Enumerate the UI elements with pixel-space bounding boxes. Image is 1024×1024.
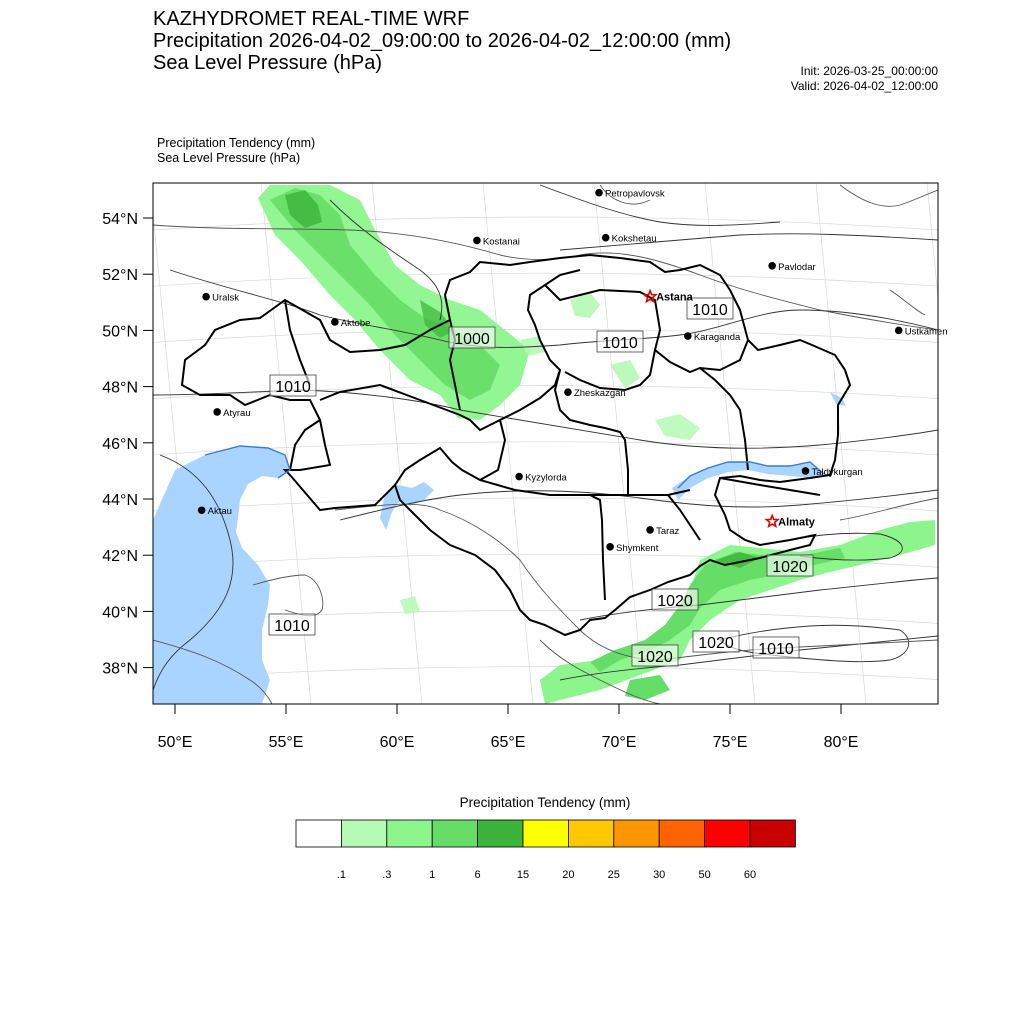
lon-tick-label: 75°E bbox=[712, 734, 748, 751]
city-dot-icon bbox=[606, 543, 614, 551]
city-petropavlovsk bbox=[595, 189, 665, 200]
city-taraz bbox=[646, 526, 679, 537]
legend-level-label: .1 bbox=[336, 869, 346, 881]
isobar-label bbox=[269, 614, 315, 635]
meridian-line bbox=[705, 183, 755, 704]
lon-tick-label: 65°E bbox=[490, 734, 526, 751]
city-label: Astana bbox=[656, 291, 693, 304]
city-dot-icon bbox=[646, 526, 654, 534]
city-label: Kyzylorda bbox=[525, 472, 567, 484]
city-dot-icon bbox=[198, 506, 206, 514]
city-label: Taldykurgan bbox=[811, 466, 863, 478]
caspian-sea bbox=[153, 446, 290, 704]
legend-swatch bbox=[568, 820, 613, 847]
city-kyzylorda bbox=[515, 473, 567, 484]
svg-text:1000: 1000 bbox=[454, 331, 490, 348]
init-time: Init: 2026-03-25_00:00:00 bbox=[800, 64, 938, 78]
isobar-label bbox=[270, 375, 316, 396]
parallel-line bbox=[153, 329, 938, 342]
slp-field-label: Sea Level Pressure (hPa) bbox=[157, 151, 301, 165]
svg-text:1020: 1020 bbox=[657, 593, 693, 610]
precip-field-label: Precipitation Tendency (mm) bbox=[157, 136, 316, 150]
city-label: Almaty bbox=[778, 516, 815, 529]
svg-text:1010: 1010 bbox=[758, 641, 794, 658]
isobar-label bbox=[632, 645, 678, 666]
legend-title: Precipitation Tendency (mm) bbox=[459, 795, 631, 810]
city-label: Kokshetau bbox=[611, 233, 657, 245]
city-dot-icon bbox=[564, 388, 572, 396]
city-taldykurgan bbox=[802, 467, 863, 478]
city-label: Uralsk bbox=[212, 292, 240, 304]
city-astana bbox=[644, 291, 693, 304]
city-atyrau bbox=[213, 408, 250, 419]
svg-text:1010: 1010 bbox=[692, 302, 728, 319]
city-ustkamen bbox=[895, 326, 948, 337]
meridian-line bbox=[39, 183, 89, 704]
city-label: Pavlodar bbox=[778, 261, 816, 273]
lat-tick-label: 40°N bbox=[102, 604, 138, 622]
isobar-label bbox=[652, 589, 698, 610]
legend-swatch bbox=[296, 820, 341, 847]
city-dot-icon bbox=[515, 473, 523, 481]
map-body bbox=[39, 161, 1024, 704]
lon-tick-label: 55°E bbox=[268, 734, 304, 751]
legend-level-label: 6 bbox=[474, 869, 481, 881]
capital-star-icon bbox=[767, 516, 778, 527]
svg-text:1020: 1020 bbox=[698, 635, 734, 652]
city-dot-icon bbox=[684, 332, 692, 340]
city-dot-icon bbox=[473, 237, 481, 245]
legend-level-label: 30 bbox=[653, 869, 666, 881]
city-dot-icon bbox=[213, 408, 221, 416]
isobar-label bbox=[687, 298, 733, 319]
svg-text:1020: 1020 bbox=[772, 559, 808, 576]
lon-tick-label: 60°E bbox=[379, 734, 415, 751]
lat-tick-label: 48°N bbox=[102, 379, 138, 397]
parallel-line bbox=[153, 161, 938, 174]
city-almaty bbox=[767, 516, 816, 529]
city-dot-icon bbox=[595, 189, 603, 197]
svg-text:1010: 1010 bbox=[602, 335, 638, 352]
legend-swatch bbox=[341, 820, 386, 847]
lat-tick-label: 44°N bbox=[102, 492, 138, 509]
legend-level-label: 20 bbox=[562, 869, 575, 881]
lat-tick-label: 54°N bbox=[102, 211, 138, 228]
svg-text:1010: 1010 bbox=[275, 379, 311, 396]
isobar-label bbox=[753, 637, 799, 658]
city-shymkent bbox=[606, 543, 658, 554]
isobar-label bbox=[597, 331, 643, 352]
city-dot-icon bbox=[768, 262, 776, 270]
parallel-line bbox=[153, 498, 938, 511]
city-dot-icon bbox=[331, 318, 339, 326]
lat-tick-label: 38°N bbox=[102, 660, 138, 678]
isobar-label bbox=[693, 631, 739, 652]
city-label: Zheskazgan bbox=[573, 388, 626, 400]
legend-bar bbox=[296, 820, 795, 881]
city-label: Kostanai bbox=[482, 236, 520, 248]
city-uralsk bbox=[202, 293, 239, 304]
legend-swatch bbox=[432, 820, 477, 847]
lon-tick-label: 70°E bbox=[601, 734, 637, 751]
city-zheskazgan bbox=[564, 388, 626, 399]
legend-level-label: .3 bbox=[382, 869, 392, 881]
svg-text:1020: 1020 bbox=[637, 649, 673, 666]
city-dot-icon bbox=[602, 234, 610, 242]
city-label: Atyrau bbox=[223, 407, 251, 419]
lon-tick-label: 80°E bbox=[823, 734, 859, 751]
valid-time: Valid: 2026-04-02_12:00:00 bbox=[790, 79, 938, 93]
precip-subtitle: Precipitation 2026-04-02_09:00:00 to 2026-04-02_12:00:00 (mm) bbox=[153, 30, 732, 52]
city-kokshetau bbox=[602, 234, 657, 245]
slp-subtitle: Sea Level Pressure (hPa) bbox=[153, 52, 383, 74]
city-dot-icon bbox=[202, 293, 210, 301]
lat-tick-label: 46°N bbox=[102, 435, 138, 453]
isobar-label bbox=[767, 555, 813, 576]
city-label: Petropavlovsk bbox=[605, 188, 665, 200]
legend-swatch bbox=[659, 820, 704, 847]
meridian-line bbox=[927, 183, 977, 704]
city-dot-icon bbox=[895, 327, 903, 335]
city-label: Aktau bbox=[207, 506, 232, 518]
legend-swatch bbox=[478, 820, 523, 847]
legend-swatch bbox=[387, 820, 432, 847]
legend-swatch bbox=[523, 820, 568, 847]
map-title: KAZHYDROMET REAL-TIME WRF bbox=[153, 8, 470, 30]
city-karaganda bbox=[684, 332, 741, 343]
city-aktobe bbox=[331, 318, 370, 329]
lat-tick-label: 50°N bbox=[102, 323, 138, 341]
city-dot-icon bbox=[802, 467, 810, 475]
legend-level-label: 15 bbox=[516, 869, 530, 881]
city-label: Ustkamen bbox=[904, 326, 948, 338]
city-kostanai bbox=[473, 236, 520, 247]
isobar-label bbox=[449, 327, 495, 348]
legend-level-label: 25 bbox=[607, 869, 620, 881]
legend-swatch bbox=[750, 820, 795, 847]
city-label: Shymkent bbox=[616, 542, 659, 554]
svg-text:1010: 1010 bbox=[274, 618, 310, 635]
legend-swatch bbox=[705, 820, 750, 847]
city-label: Aktobe bbox=[340, 317, 371, 329]
city-pavlodar bbox=[768, 262, 815, 273]
legend-level-label: 60 bbox=[743, 869, 757, 881]
legend-level-label: 1 bbox=[429, 869, 436, 881]
lat-tick-label: 42°N bbox=[102, 548, 138, 566]
city-label: Taraz bbox=[656, 525, 680, 537]
legend-level-label: 50 bbox=[698, 869, 711, 881]
lon-tick-label: 50°E bbox=[157, 734, 193, 751]
city-label: Karaganda bbox=[693, 332, 741, 344]
legend-swatch bbox=[614, 820, 659, 847]
lat-tick-label: 52°N bbox=[102, 267, 138, 285]
meridian-line bbox=[483, 183, 533, 704]
